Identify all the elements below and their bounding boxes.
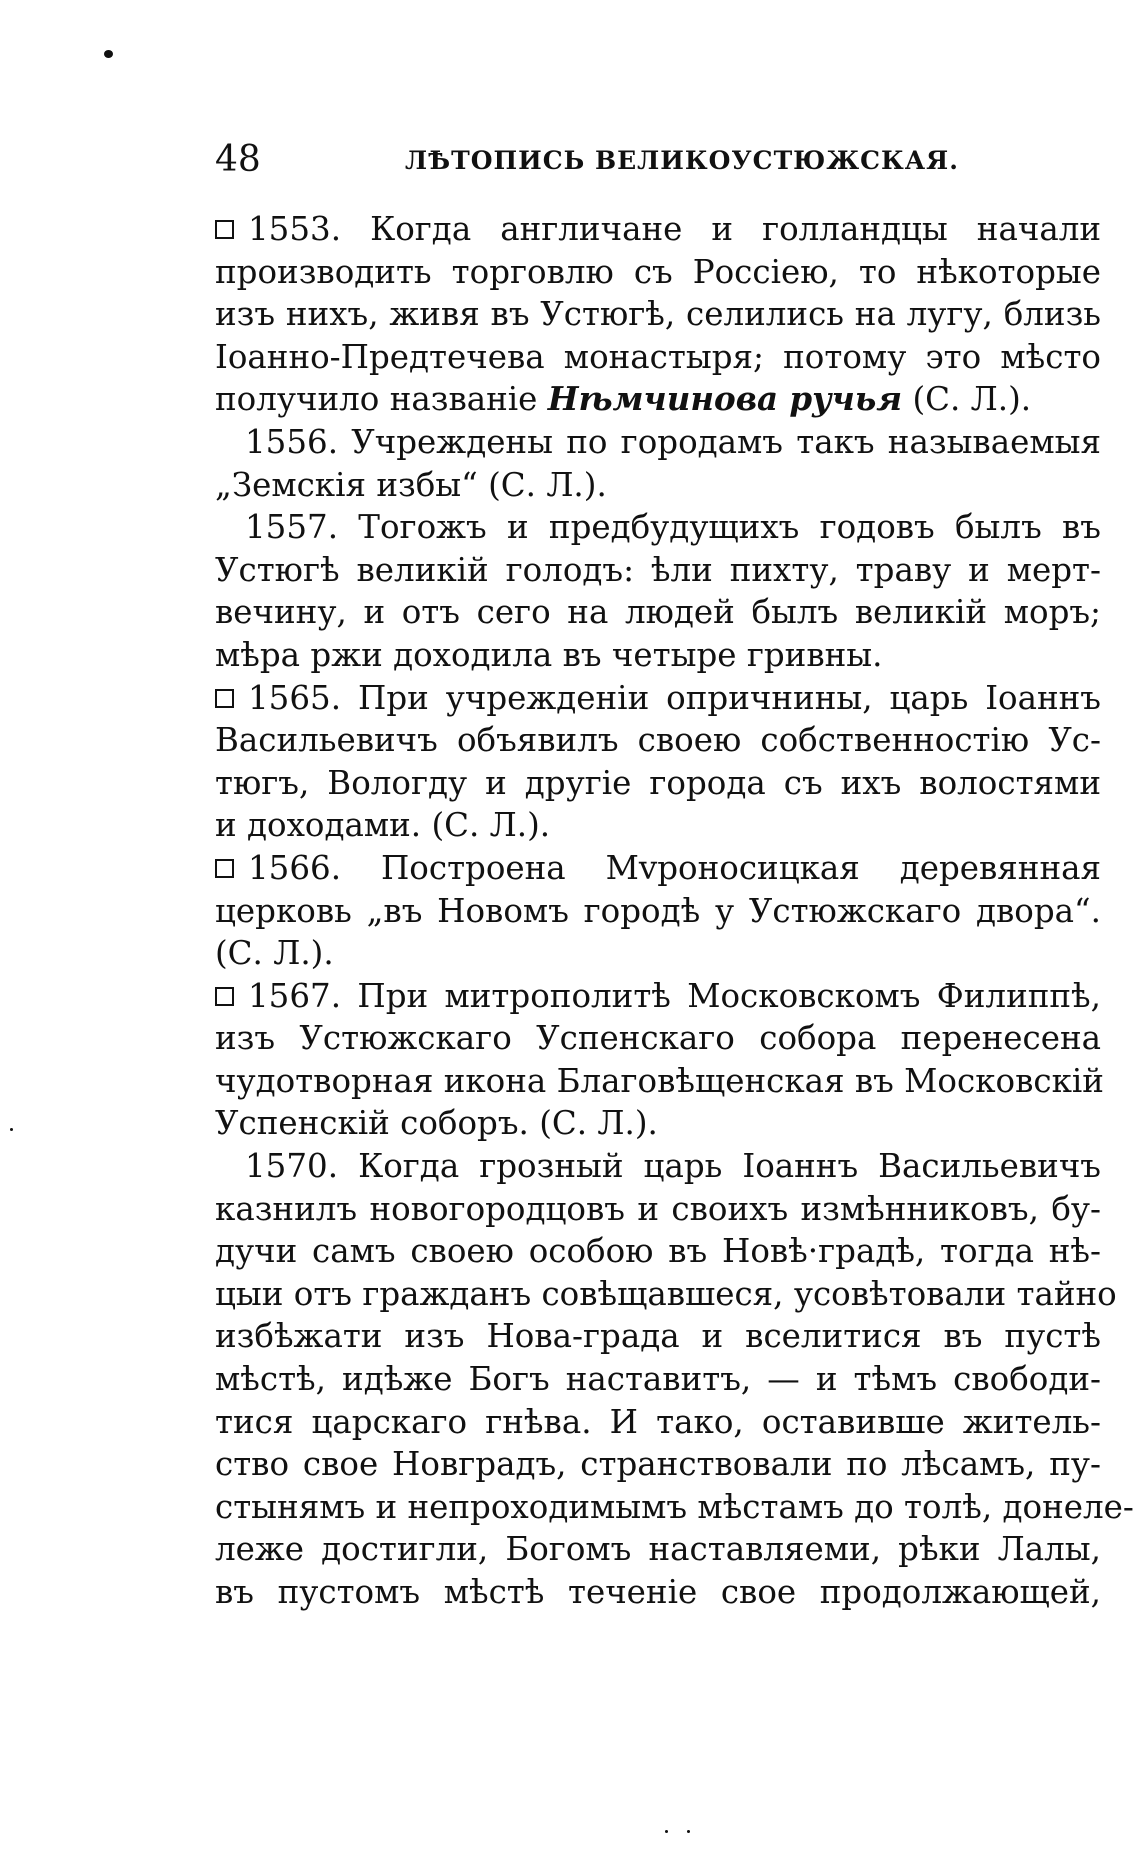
chronicle-entry bbox=[215, 847, 1101, 975]
chronicle-entry bbox=[215, 975, 1104, 1145]
text-line: цыи отъ гражданъ совѣщавшеся, усовѣтовали тайно bbox=[215, 1274, 1117, 1313]
text-line: вечину, и отъ сего на людей былъ великій моръ; bbox=[215, 593, 1101, 632]
chronicle-entry bbox=[215, 677, 1101, 847]
text-line: Іоанно-Предтечева монастыря; потому это мѣсто bbox=[215, 337, 1101, 376]
chronicle-entry bbox=[215, 208, 1101, 421]
checkbox-icon bbox=[215, 987, 234, 1006]
text-line: Устюгѣ великій голодъ: ѣли пихту, траву и мерт- bbox=[215, 550, 1101, 589]
text-line: Васильевичъ объявилъ своею собственностію Ус- bbox=[215, 721, 1101, 760]
text-line: мѣра ржи доходила въ четыре гривны. bbox=[215, 635, 883, 674]
page-header bbox=[215, 140, 1101, 200]
text-line: ство свое Новградъ, странствовали по лѣсамъ, пу- bbox=[215, 1445, 1101, 1484]
page-number: 48 bbox=[215, 139, 261, 180]
text-line: производить торговлю съ Россіею, то нѣкоторые bbox=[215, 252, 1101, 291]
text-line: получило названіе Нѣмчинова ручья (С. Л.). bbox=[215, 379, 1032, 419]
checkbox-icon bbox=[215, 859, 234, 878]
text-line: избѣжати изъ Нова-града и вселитися въ пустѣ bbox=[215, 1317, 1101, 1356]
scan-speck bbox=[10, 1128, 13, 1131]
chronicle-entry bbox=[215, 421, 1101, 506]
place-name: Нѣмчинова ручья bbox=[547, 379, 903, 419]
scan-speck bbox=[104, 50, 113, 58]
checkbox-icon bbox=[215, 220, 234, 239]
text-line: церковь „въ Новомъ городѣ у Устюжскаго двора“. bbox=[215, 891, 1101, 930]
text-line: изъ нихъ, живя въ Устюгѣ, селились на лугу, близь bbox=[215, 295, 1101, 334]
text-line: въ пустомъ мѣстѣ теченіе свое продолжающей, bbox=[215, 1573, 1101, 1611]
text-line: тися царскаго гнѣва. И тако, оставивше житель- bbox=[215, 1402, 1101, 1441]
scan-speck bbox=[687, 1830, 690, 1833]
checkbox-icon bbox=[215, 689, 234, 708]
text-line: чудотворная икона Благовѣщенская въ Московскій bbox=[215, 1061, 1104, 1100]
text-line: дучи самъ своею особою въ Новѣ·градѣ, тогда нѣ- bbox=[215, 1232, 1101, 1271]
text-line: (С. Л.). bbox=[215, 934, 334, 973]
text-line: казнилъ новогородцовъ и своихъ измѣнниковъ, бу- bbox=[215, 1189, 1101, 1228]
text-line: изъ Устюжскаго Успенскаго собора перенесена bbox=[215, 1019, 1101, 1058]
chronicle-entry bbox=[215, 1145, 1134, 1614]
text-line: 1566. Построена Мvроносицкая деревянная bbox=[215, 847, 1101, 890]
text-line: леже достигли, Богомъ наставляеми, рѣки Лалы, bbox=[215, 1530, 1101, 1569]
scan-speck bbox=[665, 1830, 668, 1833]
text-line: 1557. Тогожъ и предбудущихъ годовъ былъ въ bbox=[245, 508, 1101, 547]
running-title: ЛѢТОПИСЬ ВЕЛИКОУСТЮЖСКАЯ. bbox=[405, 146, 959, 175]
text-line: „Земскія избы“ (С. Л.). bbox=[215, 465, 607, 504]
text-line: 1567. При митрополитѣ Московскомъ Филиппѣ, bbox=[215, 975, 1101, 1018]
text-line: 1565. При учрежденіи опричнины, царь Іоаннъ bbox=[215, 677, 1101, 720]
chronicle-text bbox=[215, 208, 1134, 1614]
text-line: 1570. Когда грозный царь Іоаннъ Васильевичъ bbox=[245, 1147, 1101, 1186]
text-line: тюгъ, Вологду и другіе города съ ихъ волостями bbox=[215, 763, 1101, 802]
text-line: 1553. Когда англичане и голландцы начали bbox=[215, 208, 1101, 251]
text-line: Успенскій соборъ. (С. Л.). bbox=[215, 1104, 658, 1143]
text-line: 1556. Учреждены по городамъ такъ называемыя bbox=[245, 422, 1101, 461]
chronicle-entry bbox=[215, 506, 1101, 676]
book-page bbox=[215, 139, 1134, 1614]
text-line: стынямъ и непроходимымъ мѣстамъ до толѣ, донеле- bbox=[215, 1487, 1134, 1526]
text-line: мѣстѣ, идѣже Богъ наставитъ, — и тѣмъ свободи- bbox=[215, 1360, 1101, 1399]
text-line: и доходами. (С. Л.). bbox=[215, 806, 551, 845]
